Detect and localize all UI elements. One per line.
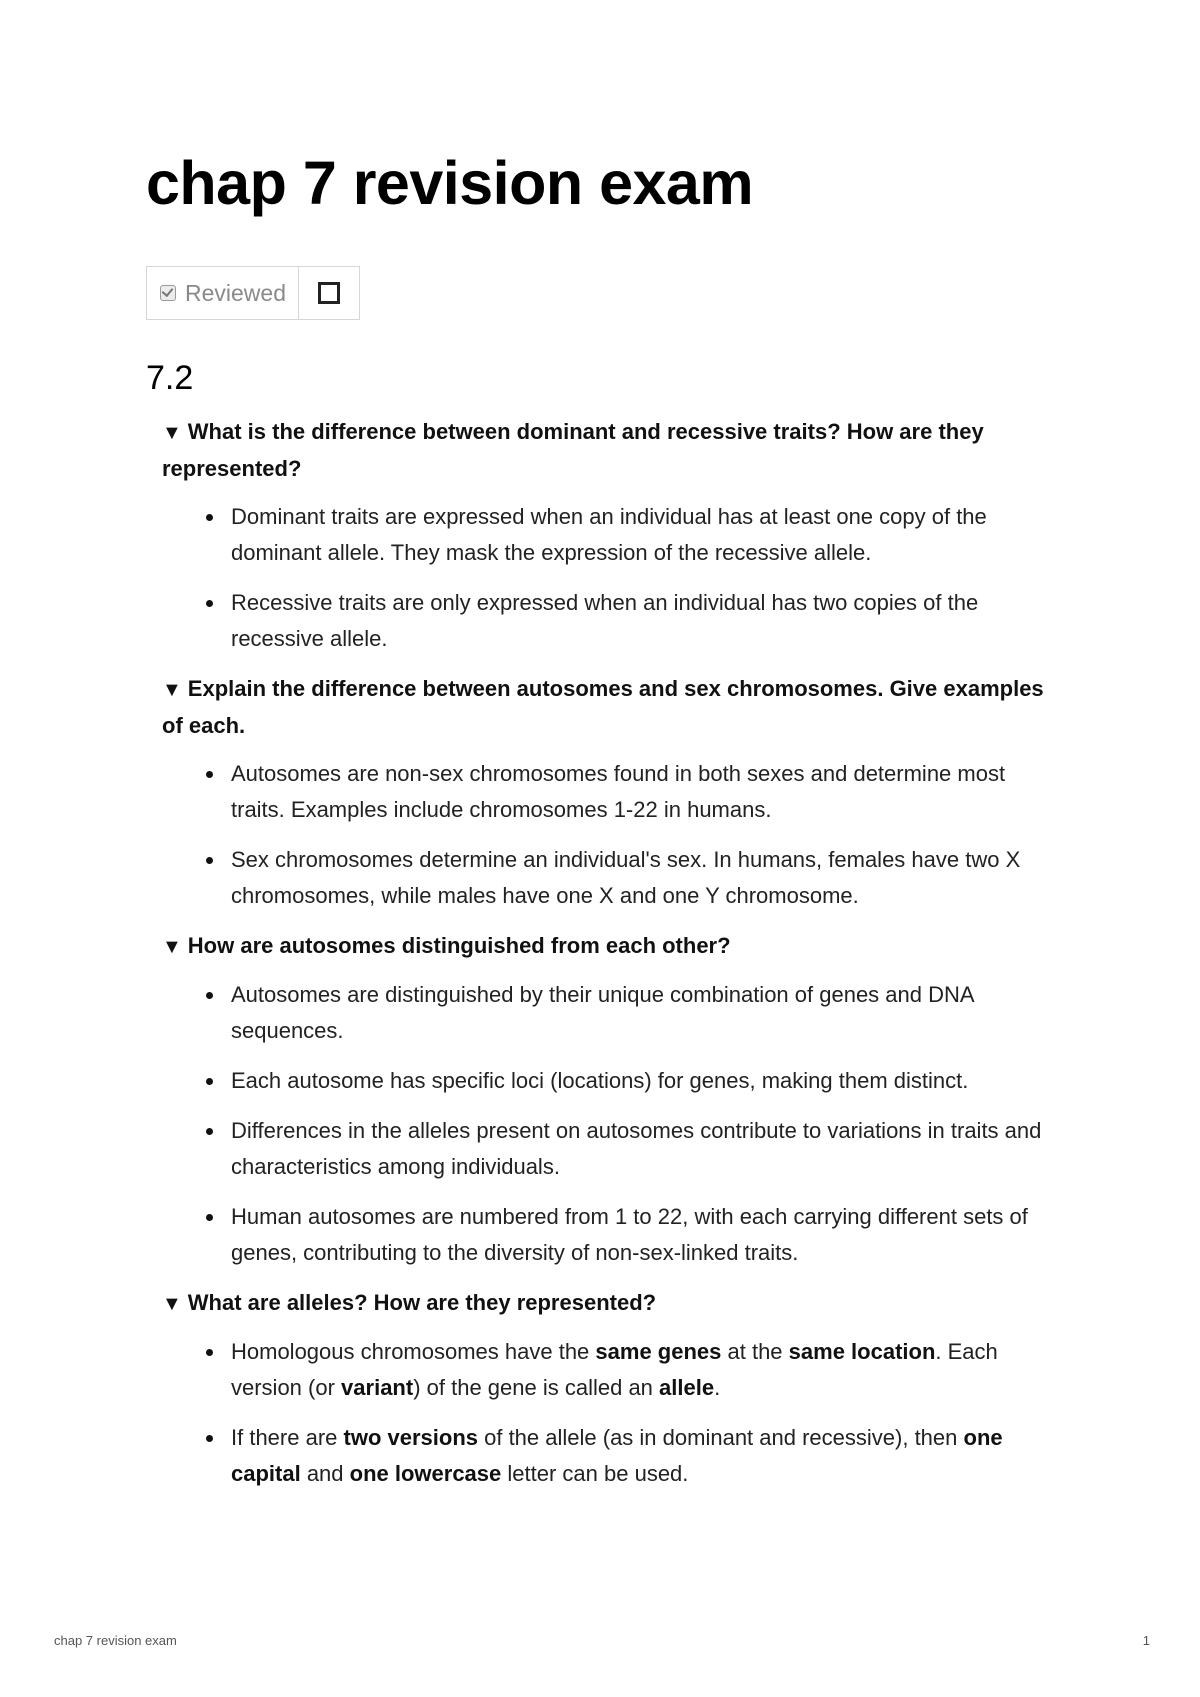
toggle-block xyxy=(162,1285,1062,1492)
text-segment: Human autosomes are numbered from 1 to 22, with each carrying different sets of genes, contributing to the diversity of non-sex-linked traits. xyxy=(231,1204,1028,1265)
text-segment: . xyxy=(714,1375,721,1400)
text-segment: Differences in the alleles present on autosomes contribute to variations in traits and characteristics among individuals. xyxy=(231,1118,1042,1179)
bullet-item xyxy=(202,977,1061,1049)
toggle-question[interactable] xyxy=(162,414,1062,487)
bold-text: same location xyxy=(788,1339,936,1364)
section-heading: 7.2 xyxy=(146,359,194,397)
page-title: chap 7 revision exam xyxy=(146,149,754,217)
toggle-question[interactable] xyxy=(162,1285,1062,1322)
text-segment: Dominant traits are expressed when an individual has at least one copy of the dominant allele. They mask the expression of the recessive allele. xyxy=(231,504,987,565)
bullet-item xyxy=(202,1199,1061,1271)
toggle-triangle-icon[interactable]: ▼ xyxy=(162,936,182,958)
bullet-item xyxy=(202,499,1061,571)
bullet-list xyxy=(162,977,1062,1271)
toggle-block xyxy=(162,671,1062,914)
text-segment: Homologous chromosomes have the xyxy=(231,1339,596,1364)
reviewed-checkbox[interactable] xyxy=(318,282,340,304)
bullet-list xyxy=(162,499,1062,657)
bullet-item xyxy=(202,756,1061,828)
toggle-question-text: How are autosomes distinguished from each other? xyxy=(187,933,731,958)
bullet-item xyxy=(202,1334,1061,1406)
toggle-question-text: What is the difference between dominant and recessive traits? How are they represented? xyxy=(162,419,984,481)
bullet-item xyxy=(202,842,1061,914)
bold-text: one lowercase xyxy=(349,1461,502,1486)
text-segment: ) of the gene is called an xyxy=(413,1375,660,1400)
footer-title: chap 7 revision exam xyxy=(54,1633,177,1648)
bold-text: same genes xyxy=(595,1339,722,1364)
toggle-block xyxy=(162,928,1062,1271)
text-segment: Autosomes are non-sex chromosomes found in both sexes and determine most traits. Examples include chromosomes 1-22 in humans. xyxy=(231,761,1006,822)
toggle-question-text: What are alleles? How are they represented? xyxy=(187,1290,657,1315)
text-segment: Recessive traits are only expressed when an individual has two copies of the recessive allele. xyxy=(231,590,979,651)
bullet-item xyxy=(202,1063,1061,1099)
text-segment: at the xyxy=(721,1339,789,1364)
toggle-block xyxy=(162,414,1062,657)
text-segment: and xyxy=(300,1461,350,1486)
bold-text: one capital xyxy=(231,1425,1003,1486)
footer-page-number: 1 xyxy=(1142,1633,1150,1648)
toggle-question-text: Explain the difference between autosomes and sex chromosomes. Give examples of each. xyxy=(162,676,1044,738)
toggle-triangle-icon[interactable]: ▼ xyxy=(162,1293,182,1315)
property-value-cell xyxy=(299,267,359,319)
text-segment: Sex chromosomes determine an individual's sex. In humans, females have two X chromosomes, while males have one X and one Y chromosome. xyxy=(231,847,1021,908)
text-segment: Each autosome has specific loci (locations) for genes, making them distinct. xyxy=(231,1068,969,1093)
bold-text: two versions xyxy=(343,1425,478,1450)
text-segment: . Each version (or xyxy=(231,1339,998,1400)
bullet-item xyxy=(202,1113,1061,1185)
bullet-list xyxy=(162,756,1062,914)
toggle-list xyxy=(162,414,1062,1506)
bullet-item xyxy=(202,585,1061,657)
toggle-question[interactable] xyxy=(162,671,1062,744)
toggle-question[interactable] xyxy=(162,928,1062,965)
checkbox-property-icon xyxy=(160,285,176,301)
bold-text: allele xyxy=(659,1375,715,1400)
text-segment: Autosomes are distinguished by their unique combination of genes and DNA sequences. xyxy=(231,982,974,1043)
text-segment: If there are xyxy=(231,1425,344,1450)
property-name-label: Reviewed xyxy=(185,279,286,306)
bullet-list xyxy=(162,1334,1062,1492)
text-segment: of the allele (as in dominant and recessive), then xyxy=(478,1425,964,1450)
property-table xyxy=(146,266,360,320)
bold-text: variant xyxy=(341,1375,414,1400)
toggle-triangle-icon[interactable]: ▼ xyxy=(162,422,182,444)
bullet-item xyxy=(202,1420,1061,1492)
property-name-cell xyxy=(147,267,299,319)
toggle-triangle-icon[interactable]: ▼ xyxy=(162,679,182,701)
text-segment: letter can be used. xyxy=(501,1461,689,1486)
